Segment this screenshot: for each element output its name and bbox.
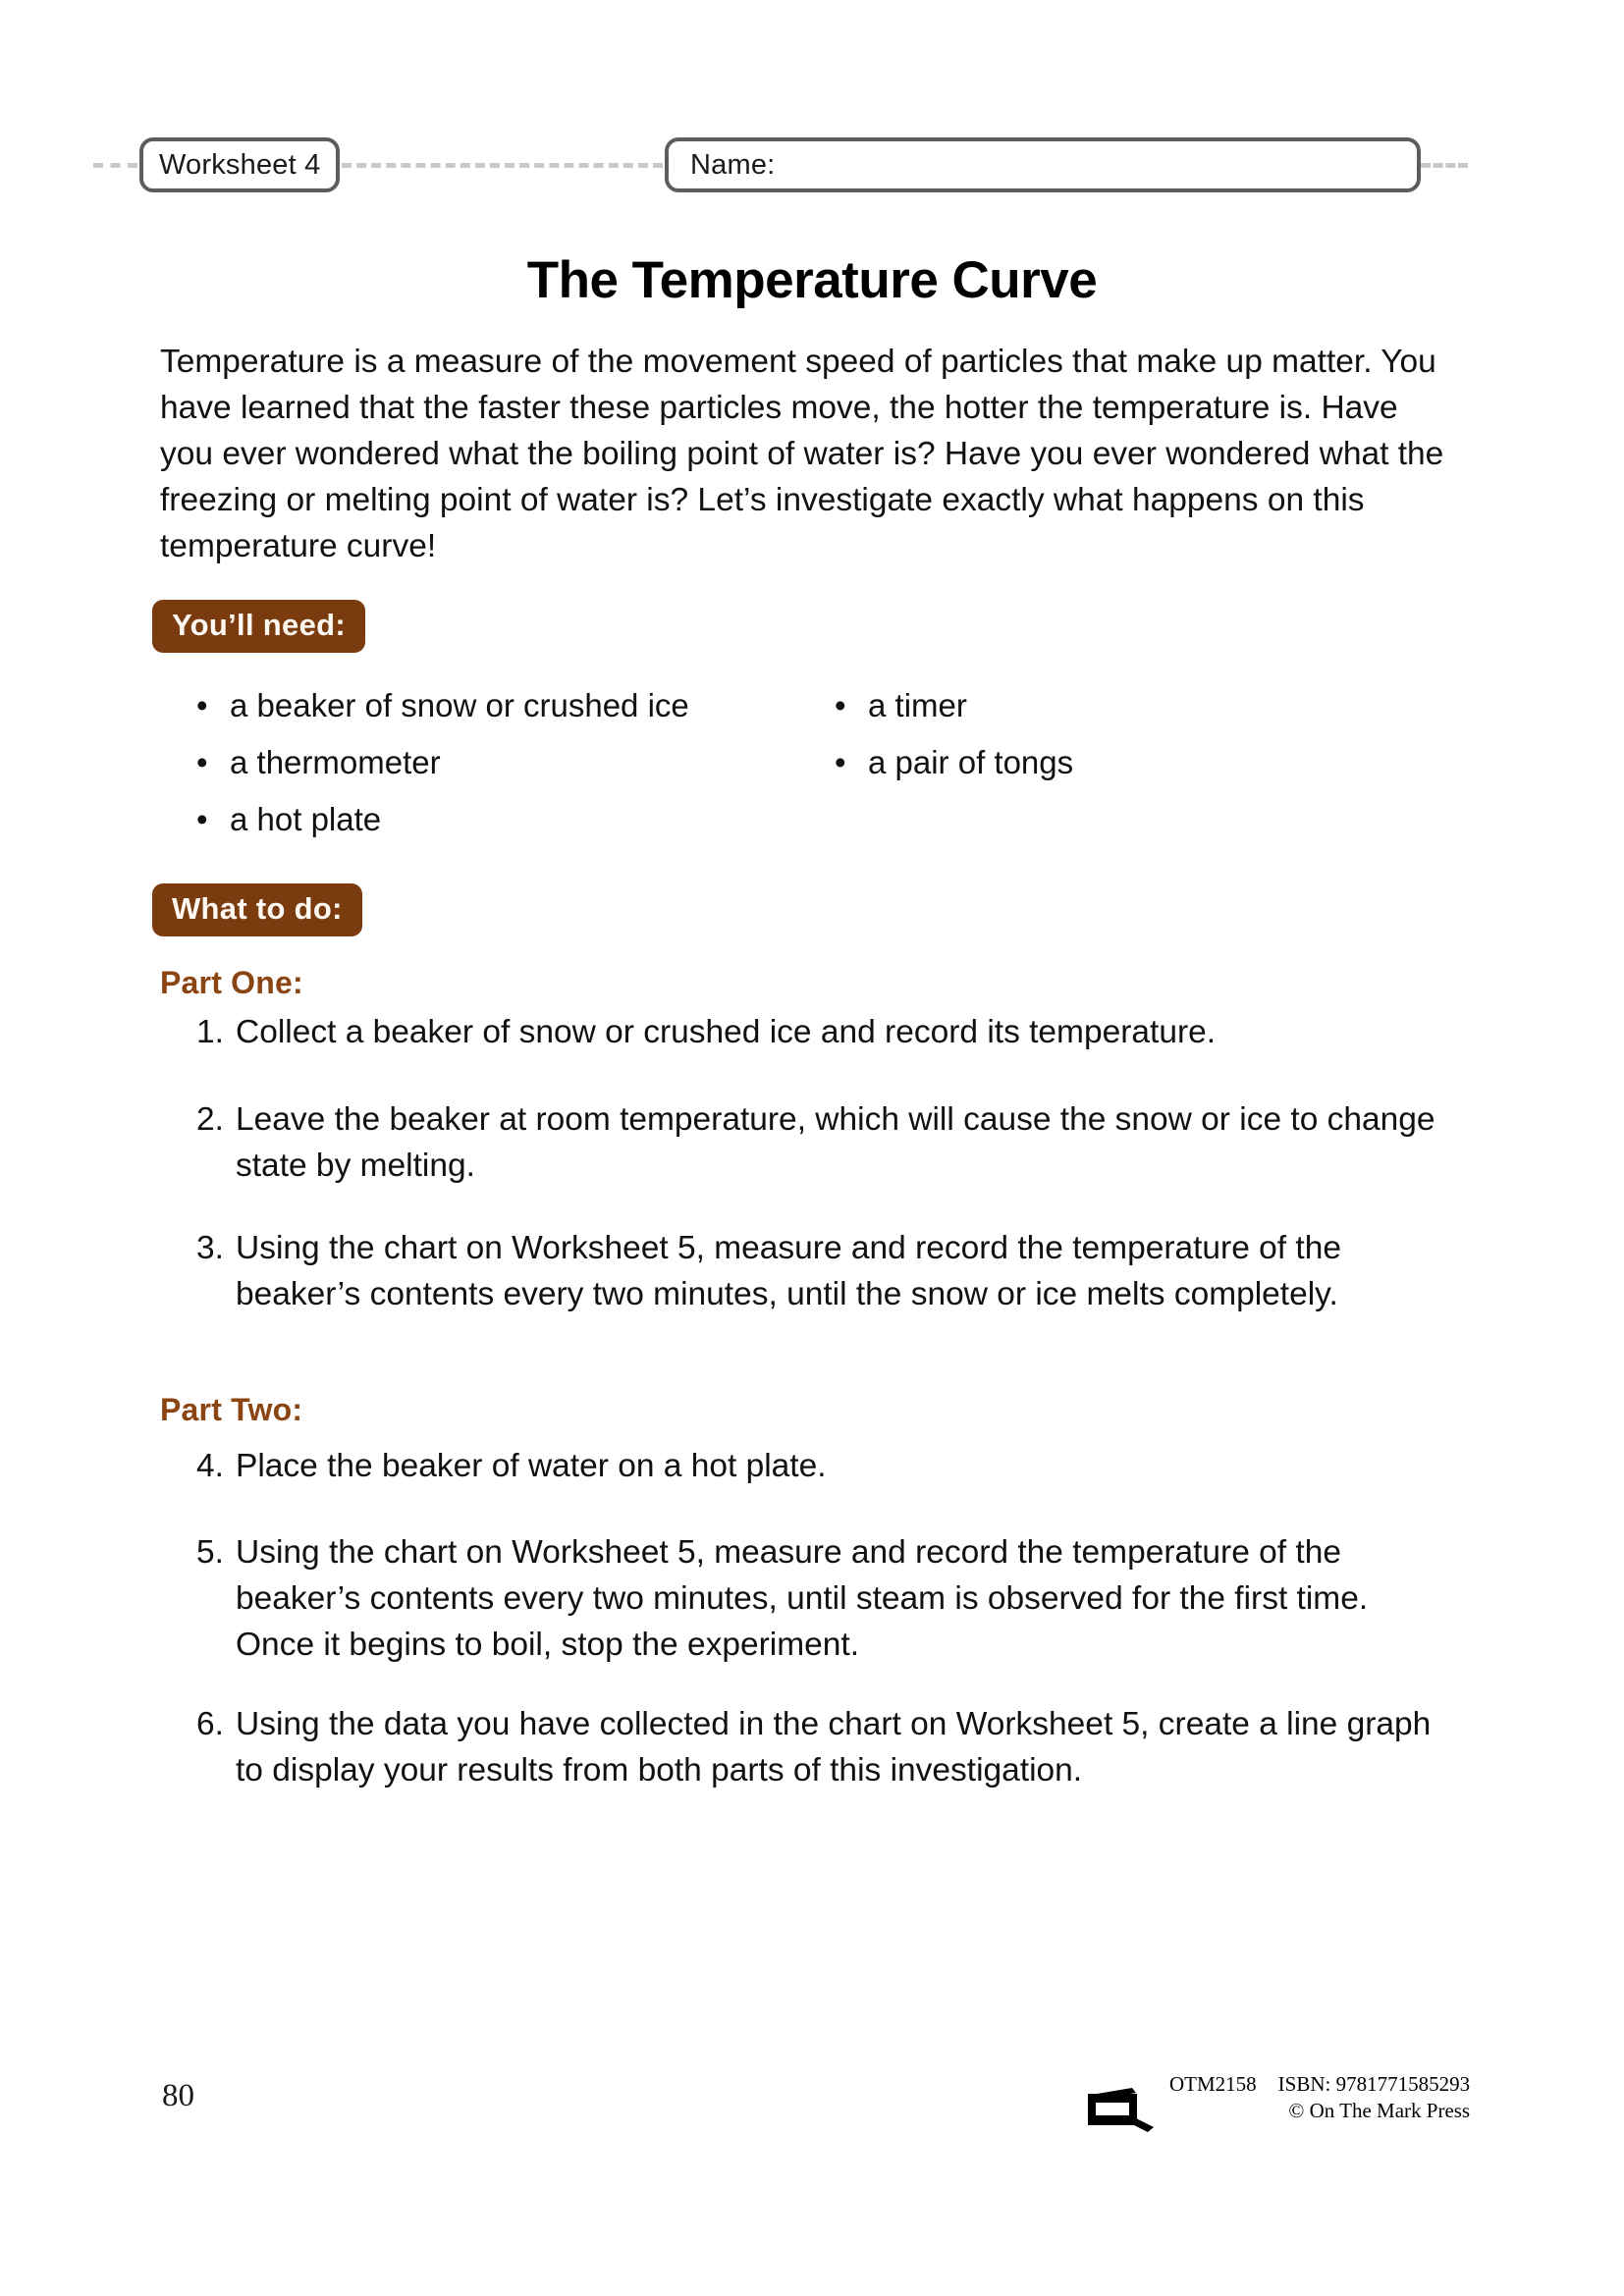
bullet-icon: • bbox=[835, 687, 846, 723]
footer-credit-text bbox=[1169, 2071, 1470, 2124]
list-item bbox=[196, 677, 795, 734]
isbn-text: ISBN: 9781771585293 bbox=[1277, 2072, 1471, 2096]
footer-credit bbox=[1085, 2071, 1470, 2133]
list-item bbox=[196, 734, 795, 791]
dashed-rule-left bbox=[93, 163, 137, 168]
worksheet-number-chip bbox=[139, 137, 340, 192]
bullet-icon: • bbox=[835, 744, 846, 780]
what-to-do-badge: What to do: bbox=[152, 883, 362, 936]
copyright-text: © On The Mark Press bbox=[1288, 2099, 1471, 2122]
publisher-logo-icon bbox=[1085, 2084, 1156, 2133]
intro-paragraph: Temperature is a measure of the movement speed of particles that make up matter. You have learned that the faster these particles move, the hotter the temperature is. Have you ever wondered what the boiling point of water is? Have you ever wondered what the freezing or melting point of water is? Let’s investigate exactly what happens on this temperature curve! bbox=[160, 344, 1444, 564]
worksheet-number-label: Worksheet 4 bbox=[159, 148, 321, 181]
name-field-label: Name: bbox=[690, 148, 776, 181]
material-label: a timer bbox=[868, 687, 967, 723]
material-label: a beaker of snow or crushed ice bbox=[230, 687, 689, 723]
step-item bbox=[177, 1009, 1453, 1055]
step-text: Place the beaker of water on a hot plate. bbox=[236, 1448, 827, 1484]
page-number: 80 bbox=[162, 2078, 194, 2113]
list-item bbox=[835, 734, 1434, 791]
material-label: a thermometer bbox=[230, 744, 441, 780]
dashed-rule-right bbox=[1421, 163, 1468, 168]
step-text: Using the chart on Worksheet 5, measure and record the temperature of the beaker’s contents every two minutes, until the snow or ice melts completely. bbox=[236, 1230, 1341, 1312]
part-one-heading: Part One: bbox=[160, 965, 303, 1000]
materials-list bbox=[196, 677, 1434, 848]
step-item bbox=[177, 1096, 1453, 1189]
step-number: 4. bbox=[196, 1448, 224, 1484]
material-label: a pair of tongs bbox=[868, 744, 1074, 780]
product-code: OTM2158 bbox=[1169, 2072, 1257, 2096]
step-text: Leave the beaker at room temperature, which will cause the snow or ice to change state by melting. bbox=[236, 1101, 1435, 1184]
step-number: 6. bbox=[196, 1706, 224, 1742]
step-number: 5. bbox=[196, 1534, 224, 1571]
materials-column-left bbox=[196, 677, 795, 848]
bullet-icon: • bbox=[196, 744, 208, 780]
step-item bbox=[177, 1443, 1453, 1489]
step-text: Using the data you have collected in the chart on Worksheet 5, create a line graph to display your results from both parts of this investigation. bbox=[236, 1706, 1432, 1789]
list-item bbox=[835, 677, 1434, 734]
youll-need-badge: You’ll need: bbox=[152, 600, 365, 653]
step-item bbox=[177, 1225, 1453, 1317]
bullet-icon: • bbox=[196, 801, 208, 837]
step-text: Collect a beaker of snow or crushed ice and record its temperature. bbox=[236, 1014, 1217, 1050]
step-number: 3. bbox=[196, 1230, 224, 1266]
materials-column-right bbox=[795, 677, 1434, 848]
list-item bbox=[196, 791, 795, 848]
step-item bbox=[177, 1701, 1453, 1793]
step-number: 1. bbox=[196, 1014, 224, 1050]
part-two-heading: Part Two: bbox=[160, 1392, 303, 1427]
step-text: Using the chart on Worksheet 5, measure and record the temperature of the beaker’s contents every two minutes, until steam is observed for the first time. Once it begins to boil, stop the experiment. bbox=[236, 1534, 1369, 1663]
step-item bbox=[177, 1529, 1453, 1668]
page-title: The Temperature Curve bbox=[526, 251, 1098, 309]
material-label: a hot plate bbox=[230, 801, 382, 837]
dashed-rule-middle bbox=[342, 163, 663, 168]
name-field[interactable] bbox=[665, 137, 1421, 192]
bullet-icon: • bbox=[196, 687, 208, 723]
worksheet-header bbox=[93, 135, 1468, 194]
step-number: 2. bbox=[196, 1101, 224, 1138]
